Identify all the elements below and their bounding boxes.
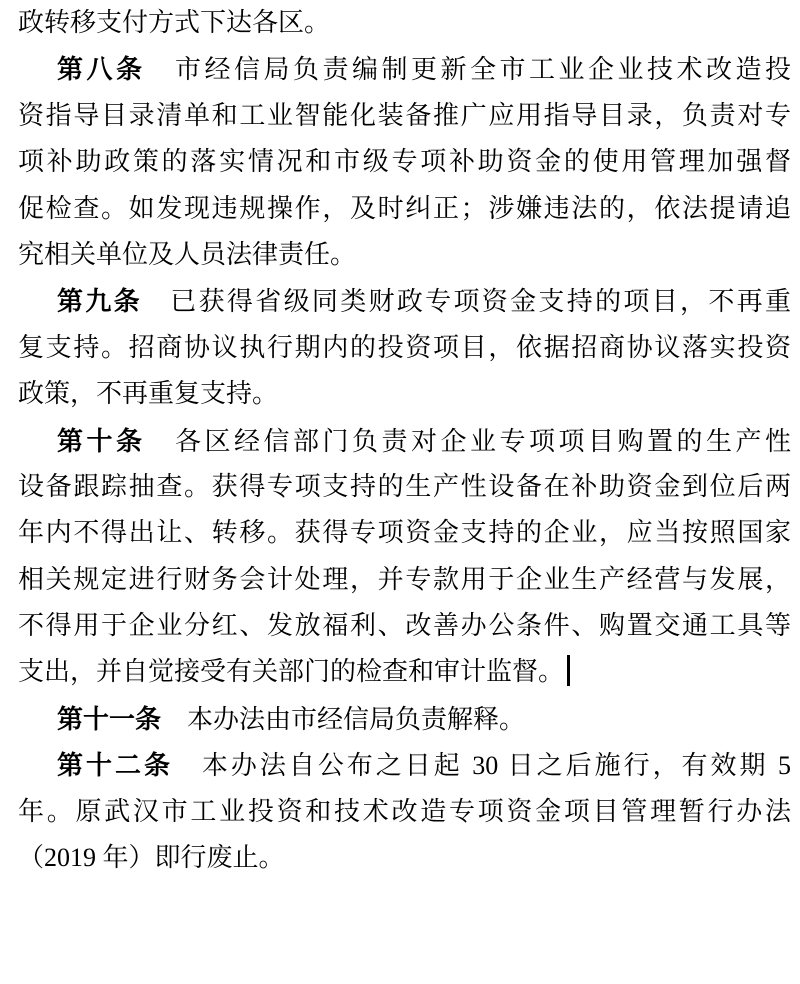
article-number: 第九条	[57, 286, 142, 317]
text-line	[18, 278, 791, 324]
text-cursor	[567, 655, 570, 686]
text-segment: 设备跟踪抽查。获得专项支持的生产性设备在补助资金到位后两	[18, 471, 791, 501]
text-line	[18, 418, 791, 464]
text-line	[18, 325, 791, 371]
text-segment: 本办法自公布之日起 30 日之后施行，有效期 5	[172, 751, 791, 781]
text-segment: 支出，并自觉接受有关部门的检查和审计监督。	[18, 657, 565, 687]
text-line	[18, 139, 791, 185]
text-line	[18, 510, 791, 556]
text-line	[18, 603, 791, 649]
text-line	[18, 464, 791, 510]
article-number: 第八条	[57, 54, 146, 85]
article-number: 第十条	[57, 425, 146, 456]
text-segment: 相关规定进行财务会计处理，并专款用于企业生产经营与发展，	[18, 564, 791, 594]
article-number: 第十二条	[57, 750, 173, 781]
text-line	[18, 649, 791, 695]
text-segment: 不得用于企业分红、发放福利、改善办公条件、购置交通工具等	[18, 611, 791, 641]
text-segment: 政转移支付方式下达各区。	[18, 8, 331, 37]
text-line	[18, 742, 791, 788]
text-segment: 究相关单位及人员法律责任。	[18, 239, 357, 269]
text-line	[18, 46, 791, 92]
text-segment: 本办法由市经信局负责解释。	[161, 704, 526, 734]
text-segment: 市经信局负责编制更新全市工业企业技术改造投	[145, 55, 791, 85]
text-line	[18, 371, 791, 417]
text-line	[18, 835, 791, 881]
text-line	[18, 0, 791, 46]
text-segment: 年。原武汉市工业投资和技术改造专项资金项目管理暂行办法	[18, 796, 791, 826]
text-line	[18, 789, 791, 835]
text-line	[18, 186, 791, 232]
text-line	[18, 93, 791, 139]
text-line	[18, 232, 791, 278]
text-line	[18, 696, 791, 742]
text-line	[18, 557, 791, 603]
text-segment: （2019 年）即行废止。	[18, 843, 285, 873]
text-segment: 已获得省级同类财政专项资金支持的项目，不再重	[141, 287, 791, 317]
text-segment: 各区经信部门负责对企业专项项目购置的生产性	[145, 426, 791, 456]
article-number: 第十一条	[57, 703, 162, 734]
text-segment: 年内不得出让、转移。获得专项资金支持的企业，应当按照国家	[18, 518, 791, 548]
text-segment: 促检查。如发现违规操作，及时纠正；涉嫌违法的，依法提请追	[18, 193, 791, 223]
text-segment: 资指导目录清单和工业智能化装备推广应用指导目录，负责对专	[18, 100, 791, 130]
text-segment: 项补助政策的落实情况和市级专项补助资金的使用管理加强督	[18, 147, 791, 177]
text-segment: 复支持。招商协议执行期内的投资项目，依据招商协议落实投资	[18, 332, 791, 362]
text-segment: 政策，不再重复支持。	[18, 379, 279, 409]
